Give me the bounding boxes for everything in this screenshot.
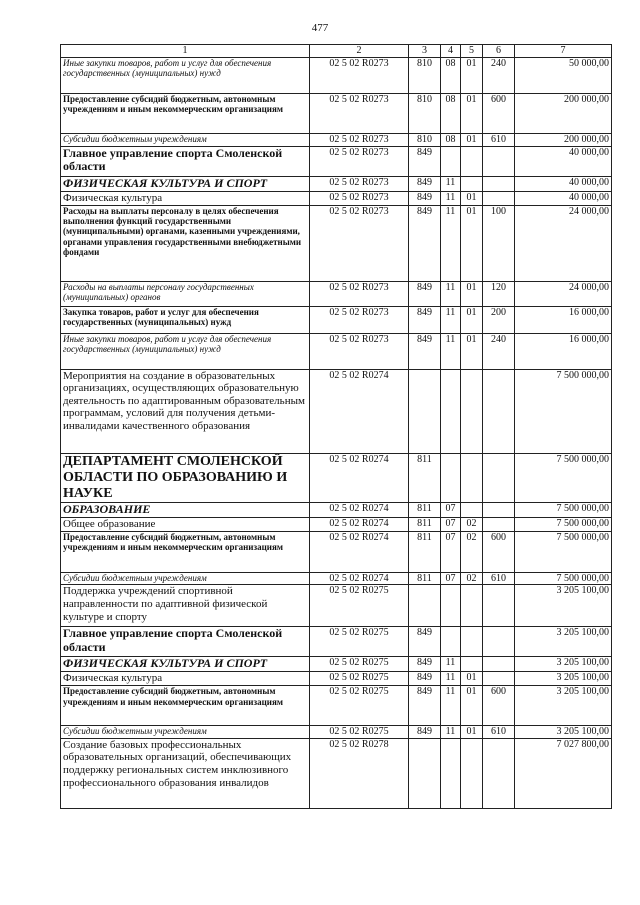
section-code-cell: 11 xyxy=(441,657,461,672)
table-row xyxy=(61,134,612,147)
budget-item-name-cell: Субсидии бюджетным учреждениям xyxy=(61,726,310,739)
target-article-code-cell: 02 5 02 R0273 xyxy=(310,306,409,333)
subsection-code-cell: 01 xyxy=(461,333,483,369)
section-code-cell: 11 xyxy=(441,306,461,333)
table-row xyxy=(61,369,612,453)
amount-cell: 40 000,00 xyxy=(515,176,612,191)
budget-item-name-cell: Главное управление спорта Смоленской области xyxy=(61,627,310,657)
table-row xyxy=(61,738,612,808)
amount-cell: 7 027 800,00 xyxy=(515,738,612,808)
target-article-code-cell: 02 5 02 R0273 xyxy=(310,58,409,94)
ministry-code-cell: 849 xyxy=(409,726,441,739)
expense-type-code-cell: 600 xyxy=(483,531,515,572)
expense-type-code-cell xyxy=(483,738,515,808)
target-article-code-cell: 02 5 02 R0273 xyxy=(310,281,409,306)
section-code-cell: 11 xyxy=(441,686,461,726)
budget-table xyxy=(60,44,612,809)
budget-item-name-cell: Закупка товаров, работ и услуг для обеспечения государственных (муниципальных) нужд xyxy=(61,306,310,333)
subsection-code-cell: 01 xyxy=(461,94,483,134)
table-row xyxy=(61,686,612,726)
subsection-code-cell xyxy=(461,585,483,627)
target-article-code-cell: 02 5 02 R0274 xyxy=(310,531,409,572)
target-article-code-cell: 02 5 02 R0274 xyxy=(310,572,409,585)
expense-type-code-cell: 610 xyxy=(483,572,515,585)
amount-cell: 3 205 100,00 xyxy=(515,585,612,627)
table-row xyxy=(61,58,612,94)
ministry-code-cell: 849 xyxy=(409,205,441,281)
ministry-code-cell: 849 xyxy=(409,657,441,672)
table-row xyxy=(61,726,612,739)
table-row xyxy=(61,333,612,369)
amount-cell: 24 000,00 xyxy=(515,205,612,281)
table-row xyxy=(61,205,612,281)
section-code-cell: 11 xyxy=(441,176,461,191)
budget-item-name-cell: ФИЗИЧЕСКАЯ КУЛЬТУРА И СПОРТ xyxy=(61,657,310,672)
amount-cell: 3 205 100,00 xyxy=(515,672,612,686)
target-article-code-cell: 02 5 02 R0274 xyxy=(310,502,409,517)
target-article-code-cell: 02 5 02 R0275 xyxy=(310,627,409,657)
table-row xyxy=(61,191,612,205)
column-header: 4 xyxy=(441,45,461,58)
target-article-code-cell: 02 5 02 R0275 xyxy=(310,585,409,627)
table-row xyxy=(61,281,612,306)
subsection-code-cell: 02 xyxy=(461,572,483,585)
table-row xyxy=(61,306,612,333)
ministry-code-cell: 849 xyxy=(409,333,441,369)
amount-cell: 24 000,00 xyxy=(515,281,612,306)
table-row xyxy=(61,572,612,585)
ministry-code-cell: 810 xyxy=(409,94,441,134)
amount-cell: 3 205 100,00 xyxy=(515,726,612,739)
expense-type-code-cell: 610 xyxy=(483,726,515,739)
budget-item-name-cell: Главное управление спорта Смоленской области xyxy=(61,146,310,176)
amount-cell: 7 500 000,00 xyxy=(515,531,612,572)
amount-cell: 3 205 100,00 xyxy=(515,657,612,672)
section-code-cell: 08 xyxy=(441,94,461,134)
amount-cell: 40 000,00 xyxy=(515,191,612,205)
amount-cell: 200 000,00 xyxy=(515,134,612,147)
table-row xyxy=(61,657,612,672)
expense-type-code-cell xyxy=(483,657,515,672)
amount-cell: 16 000,00 xyxy=(515,306,612,333)
table-row xyxy=(61,672,612,686)
target-article-code-cell: 02 5 02 R0273 xyxy=(310,134,409,147)
amount-cell: 7 500 000,00 xyxy=(515,572,612,585)
section-code-cell: 11 xyxy=(441,281,461,306)
budget-item-name-cell: Иные закупки товаров, работ и услуг для обеспечения государственных (муниципальных) нужд xyxy=(61,58,310,94)
expense-type-code-cell: 120 xyxy=(483,281,515,306)
target-article-code-cell: 02 5 02 R0275 xyxy=(310,672,409,686)
expense-type-code-cell: 100 xyxy=(483,205,515,281)
amount-cell: 7 500 000,00 xyxy=(515,502,612,517)
expense-type-code-cell: 200 xyxy=(483,306,515,333)
ministry-code-cell: 849 xyxy=(409,686,441,726)
section-code-cell: 07 xyxy=(441,531,461,572)
expense-type-code-cell: 610 xyxy=(483,134,515,147)
subsection-code-cell xyxy=(461,369,483,453)
ministry-code-cell: 849 xyxy=(409,146,441,176)
section-code-cell: 11 xyxy=(441,191,461,205)
amount-cell: 3 205 100,00 xyxy=(515,686,612,726)
ministry-code-cell: 811 xyxy=(409,572,441,585)
subsection-code-cell: 01 xyxy=(461,306,483,333)
subsection-code-cell xyxy=(461,453,483,502)
ministry-code-cell: 849 xyxy=(409,627,441,657)
budget-item-name-cell: Иные закупки товаров, работ и услуг для обеспечения государственных (муниципальных) нужд xyxy=(61,333,310,369)
section-code-cell xyxy=(441,146,461,176)
table-row xyxy=(61,627,612,657)
column-header: 1 xyxy=(61,45,310,58)
budget-item-name-cell: Предоставление субсидий бюджетным, автономным учреждениям и иным некоммерческим организациям xyxy=(61,94,310,134)
amount-cell: 40 000,00 xyxy=(515,146,612,176)
column-header: 5 xyxy=(461,45,483,58)
ministry-code-cell: 811 xyxy=(409,517,441,531)
section-code-cell: 08 xyxy=(441,58,461,94)
subsection-code-cell: 01 xyxy=(461,672,483,686)
ministry-code-cell: 849 xyxy=(409,176,441,191)
budget-item-name-cell: Субсидии бюджетным учреждениям xyxy=(61,572,310,585)
table-row xyxy=(61,517,612,531)
column-header: 2 xyxy=(310,45,409,58)
expense-type-code-cell: 240 xyxy=(483,333,515,369)
target-article-code-cell: 02 5 02 R0273 xyxy=(310,94,409,134)
budget-item-name-cell: ОБРАЗОВАНИЕ xyxy=(61,502,310,517)
expense-type-code-cell xyxy=(483,517,515,531)
ministry-code-cell: 811 xyxy=(409,453,441,502)
budget-item-name-cell: ДЕПАРТАМЕНТ СМОЛЕНСКОЙ ОБЛАСТИ ПО ОБРАЗОВАНИЮ И НАУКЕ xyxy=(61,453,310,502)
amount-cell: 7 500 000,00 xyxy=(515,517,612,531)
budget-item-name-cell: Физическая культура xyxy=(61,672,310,686)
expense-type-code-cell xyxy=(483,146,515,176)
section-code-cell xyxy=(441,585,461,627)
budget-item-name-cell: Физическая культура xyxy=(61,191,310,205)
budget-item-name-cell: Расходы на выплаты персоналу государственных (муниципальных) органов xyxy=(61,281,310,306)
section-code-cell xyxy=(441,627,461,657)
subsection-code-cell xyxy=(461,176,483,191)
expense-type-code-cell xyxy=(483,453,515,502)
table-row xyxy=(61,585,612,627)
expense-type-code-cell: 600 xyxy=(483,94,515,134)
column-number-row xyxy=(61,45,612,58)
subsection-code-cell xyxy=(461,627,483,657)
amount-cell: 7 500 000,00 xyxy=(515,369,612,453)
subsection-code-cell: 01 xyxy=(461,281,483,306)
budget-item-name-cell: Поддержка учреждений спортивной направленности по адаптивной физической культуре и спорту xyxy=(61,585,310,627)
ministry-code-cell xyxy=(409,369,441,453)
expense-type-code-cell: 600 xyxy=(483,686,515,726)
table-row xyxy=(61,94,612,134)
table-row xyxy=(61,502,612,517)
column-header: 6 xyxy=(483,45,515,58)
subsection-code-cell: 01 xyxy=(461,205,483,281)
table-row xyxy=(61,453,612,502)
ministry-code-cell xyxy=(409,738,441,808)
expense-type-code-cell xyxy=(483,672,515,686)
section-code-cell: 08 xyxy=(441,134,461,147)
page-number: 477 xyxy=(311,22,329,34)
subsection-code-cell: 01 xyxy=(461,726,483,739)
subsection-code-cell: 01 xyxy=(461,191,483,205)
subsection-code-cell: 01 xyxy=(461,134,483,147)
section-code-cell: 11 xyxy=(441,205,461,281)
ministry-code-cell: 849 xyxy=(409,306,441,333)
subsection-code-cell xyxy=(461,738,483,808)
ministry-code-cell: 849 xyxy=(409,281,441,306)
target-article-code-cell: 02 5 02 R0275 xyxy=(310,686,409,726)
expense-type-code-cell: 240 xyxy=(483,58,515,94)
table-row xyxy=(61,176,612,191)
target-article-code-cell: 02 5 02 R0274 xyxy=(310,517,409,531)
ministry-code-cell: 811 xyxy=(409,531,441,572)
ministry-code-cell: 810 xyxy=(409,134,441,147)
subsection-code-cell: 02 xyxy=(461,531,483,572)
budget-item-name-cell: Общее образование xyxy=(61,517,310,531)
expense-type-code-cell xyxy=(483,627,515,657)
expense-type-code-cell xyxy=(483,191,515,205)
budget-item-name-cell: Мероприятия на создание в образовательных организациях, осуществляющих образовательную деятельность по адаптированным образовательным программам, условий для получения детьми-инвалидами качественного образования xyxy=(61,369,310,453)
column-header: 7 xyxy=(515,45,612,58)
budget-item-name-cell: Расходы на выплаты персоналу в целях обеспечения выполнения функций государственными (муниципальными) органами, казенными учреждениями, органами управления государственными внебюджетными фондами xyxy=(61,205,310,281)
ministry-code-cell xyxy=(409,585,441,627)
ministry-code-cell: 810 xyxy=(409,58,441,94)
expense-type-code-cell xyxy=(483,369,515,453)
section-code-cell: 11 xyxy=(441,672,461,686)
amount-cell: 50 000,00 xyxy=(515,58,612,94)
amount-cell: 200 000,00 xyxy=(515,94,612,134)
target-article-code-cell: 02 5 02 R0273 xyxy=(310,205,409,281)
target-article-code-cell: 02 5 02 R0273 xyxy=(310,176,409,191)
section-code-cell: 07 xyxy=(441,517,461,531)
section-code-cell: 07 xyxy=(441,572,461,585)
section-code-cell xyxy=(441,453,461,502)
target-article-code-cell: 02 5 02 R0275 xyxy=(310,726,409,739)
ministry-code-cell: 849 xyxy=(409,191,441,205)
ministry-code-cell: 811 xyxy=(409,502,441,517)
budget-item-name-cell: Субсидии бюджетным учреждениям xyxy=(61,134,310,147)
target-article-code-cell: 02 5 02 R0273 xyxy=(310,146,409,176)
target-article-code-cell: 02 5 02 R0274 xyxy=(310,453,409,502)
subsection-code-cell xyxy=(461,502,483,517)
section-code-cell xyxy=(441,369,461,453)
expense-type-code-cell xyxy=(483,176,515,191)
budget-item-name-cell: Предоставление субсидий бюджетным, автономным учреждениям и иным некоммерческим организациям xyxy=(61,686,310,726)
section-code-cell xyxy=(441,738,461,808)
amount-cell: 3 205 100,00 xyxy=(515,627,612,657)
budget-item-name-cell: Предоставление субсидий бюджетным, автономным учреждениям и иным некоммерческим организациям xyxy=(61,531,310,572)
budget-item-name-cell: Создание базовых профессиональных образовательных организаций, обеспечивающих поддержку региональных систем инклюзивного профессионального образования инвалидов xyxy=(61,738,310,808)
target-article-code-cell: 02 5 02 R0274 xyxy=(310,369,409,453)
target-article-code-cell: 02 5 02 R0273 xyxy=(310,333,409,369)
target-article-code-cell: 02 5 02 R0275 xyxy=(310,657,409,672)
subsection-code-cell: 02 xyxy=(461,517,483,531)
table-row xyxy=(61,146,612,176)
target-article-code-cell: 02 5 02 R0273 xyxy=(310,191,409,205)
amount-cell: 16 000,00 xyxy=(515,333,612,369)
target-article-code-cell: 02 5 02 R0278 xyxy=(310,738,409,808)
budget-item-name-cell: ФИЗИЧЕСКАЯ КУЛЬТУРА И СПОРТ xyxy=(61,176,310,191)
subsection-code-cell: 01 xyxy=(461,686,483,726)
subsection-code-cell xyxy=(461,657,483,672)
column-header: 3 xyxy=(409,45,441,58)
table-row xyxy=(61,531,612,572)
section-code-cell: 11 xyxy=(441,726,461,739)
section-code-cell: 11 xyxy=(441,333,461,369)
section-code-cell: 07 xyxy=(441,502,461,517)
expense-type-code-cell xyxy=(483,585,515,627)
subsection-code-cell xyxy=(461,146,483,176)
subsection-code-cell: 01 xyxy=(461,58,483,94)
expense-type-code-cell xyxy=(483,502,515,517)
amount-cell: 7 500 000,00 xyxy=(515,453,612,502)
ministry-code-cell: 849 xyxy=(409,672,441,686)
